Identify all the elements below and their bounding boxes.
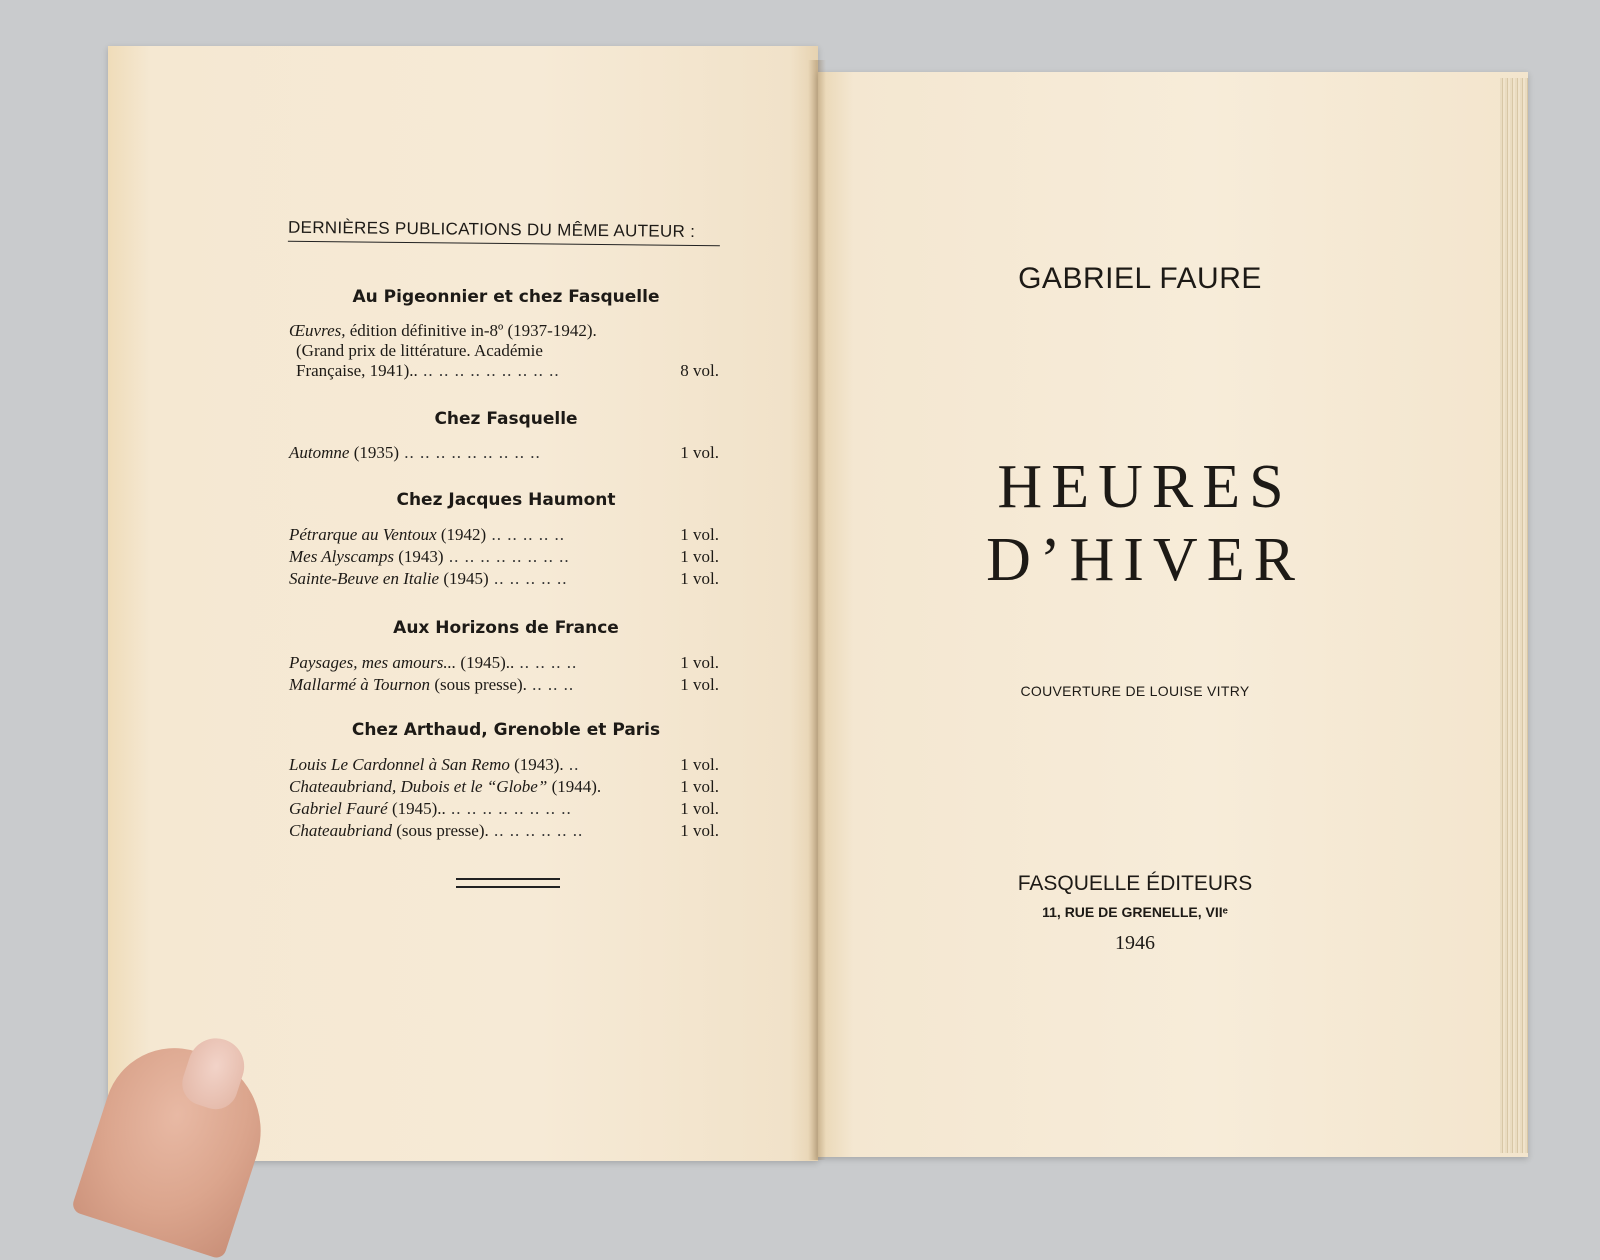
book-title-line-2: D’HIVER [986,526,1304,594]
list-item [289,524,719,546]
volume-count: 1 vol. [680,821,719,840]
section-title: Chez Fasquelle [434,409,578,429]
publication-year: 1946 [1115,932,1155,954]
book-title: Mallarmé à Tournon [289,675,431,694]
book-detail: (1942) [436,525,487,544]
book-title: Œuvres, [289,321,346,340]
book-title: Louis Le Cardonnel à San Remo [289,755,510,774]
list-item [289,568,719,590]
list-item-continuation [296,340,719,362]
volume-count: 1 vol. [680,653,719,672]
cover-credit: COUVERTURE DE LOUISE VITRY [1020,683,1250,699]
leader-dots: .. .. .. .. .. .. .. .. .. [399,443,541,462]
list-item [289,546,719,568]
leader-dots: .. .. .. .. .. .. .. .. [445,799,572,818]
book-title: Sainte-Beuve en Italie [289,569,440,588]
section-title: Chez Arthaud, Grenoble et Paris [351,720,661,740]
section-title: Chez Jacques Haumont [396,490,616,510]
book-title: Automne [289,443,350,462]
book-detail: Française, 1941).. [296,361,418,380]
book-detail: (sous presse). [391,821,489,840]
book-detail: (1943). [509,755,564,774]
section-title: Au Pigeonnier et chez Fasquelle [352,287,660,307]
book-detail: (1935) [349,443,400,462]
book-detail: (Grand prix de littérature. Académie [296,341,543,360]
leader-dots: .. .. .. .. .. .. [488,821,584,840]
list-item [289,820,719,842]
right-page [818,72,1528,1157]
left-page [108,46,818,1161]
author-name: GABRIEL FAURE [1018,262,1262,295]
volume-count: 1 vol. [680,443,719,462]
book-detail: (1945).. [387,799,446,818]
leader-dots: .. .. .. .. [514,653,578,672]
book-title: Chateaubriand, Dubois et le “Globe” [289,777,548,796]
volume-count: 1 vol. [680,755,719,774]
list-item [289,674,719,696]
leader-dots: .. .. .. .. .. [486,525,565,544]
list-item [289,652,719,674]
page-edges [1500,78,1528,1153]
publications-heading: DERNIÈRES PUBLICATIONS DU MÊME AUTEUR : [288,218,720,247]
leader-dots: .. [563,755,580,774]
book-detail: (1943) [393,547,444,566]
volume-count: 1 vol. [680,547,719,566]
leader-dots: .. .. .. .. .. .. .. .. [443,547,570,566]
double-rule-ornament [456,878,560,888]
book-title: Paysages, mes amours... [289,653,457,672]
book-title: Gabriel Fauré [289,799,388,818]
publisher-name: FASQUELLE ÉDITEURS [1017,872,1253,895]
book-detail: (sous presse). [430,675,527,694]
list-item [289,442,719,464]
book-gutter [808,60,826,1160]
volume-count: 8 vol. [680,361,719,380]
book-detail: (1945) [439,569,489,588]
book-title: Mes Alyscamps [289,547,394,566]
leader-dots: .. .. .. .. .. .. .. .. .. [417,361,560,380]
list-item [289,798,719,820]
volume-count: 1 vol. [680,569,719,588]
book-title: Chateaubriand [289,821,392,840]
book-detail: édition définitive in-8º (1937-1942). [345,321,597,340]
list-item [289,320,719,342]
volume-count: 1 vol. [680,799,719,818]
volume-count: 1 vol. [680,675,719,694]
list-item [289,754,719,776]
publisher-address: 11, RUE DE GRENELLE, VIIᵉ [1042,904,1228,920]
leader-dots: .. .. .. .. .. [488,569,568,588]
leader-dots: .. .. .. [526,675,575,694]
book-detail: (1945).. [456,653,515,672]
volume-count: 1 vol. [680,777,719,796]
book-title: Pétrarque au Ventoux [289,525,437,544]
section-title: Aux Horizons de France [393,618,619,638]
list-item [289,776,719,798]
book-title-line-1: HEURES [997,453,1293,521]
list-item-continuation [296,360,719,382]
volume-count: 1 vol. [680,525,719,544]
book-detail: (1944). [547,777,602,796]
